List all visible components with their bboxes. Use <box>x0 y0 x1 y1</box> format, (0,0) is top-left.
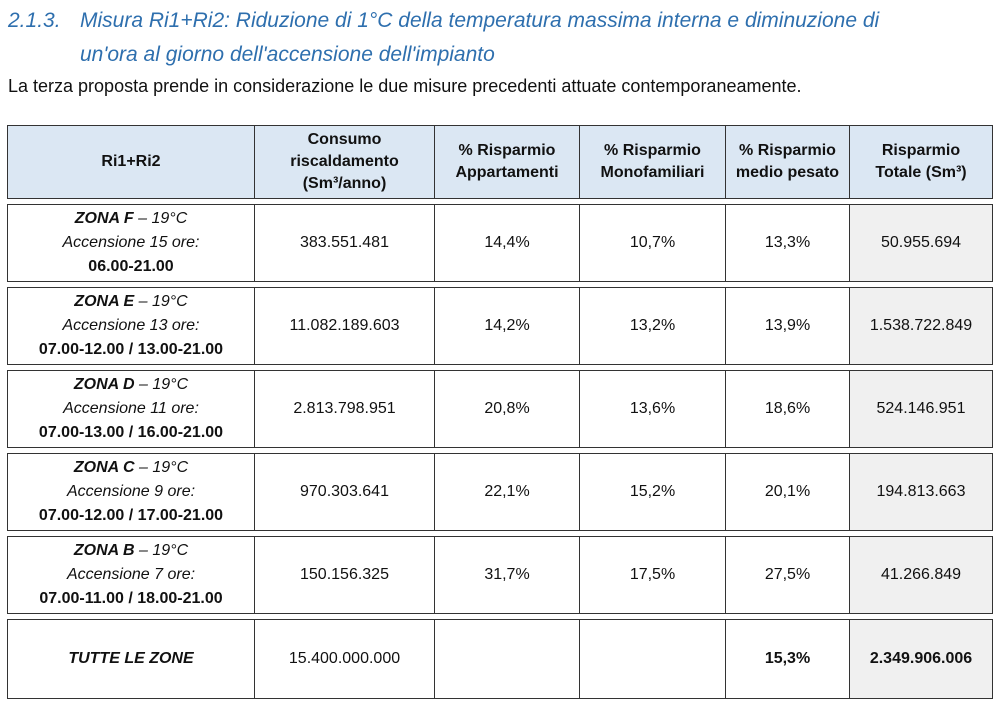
zone-cell: ZONA F – 19°C Accensione 15 ore: 06.00-21.00 <box>7 204 255 282</box>
consumo-cell: 11.082.189.603 <box>255 287 435 365</box>
totale-cell: 1.538.722.849 <box>850 287 993 365</box>
zone-cell: ZONA B – 19°C Accensione 7 ore: 07.00-11.00 / 18.00-21.00 <box>7 536 255 614</box>
total-totale-cell: 2.349.906.006 <box>850 619 993 699</box>
total-consumo-cell: 15.400.000.000 <box>255 619 435 699</box>
medio-cell: 18,6% <box>726 370 850 448</box>
total-mono-cell <box>580 619 726 699</box>
medio-cell: 20,1% <box>726 453 850 531</box>
header-risparmio-totale: Risparmio Totale (Sm³) <box>850 125 993 199</box>
header-risparmio-appartamenti: % Risparmio Appartamenti <box>435 125 580 199</box>
mono-cell: 13,2% <box>580 287 726 365</box>
totale-cell: 194.813.663 <box>850 453 993 531</box>
section-title-line2: un'ora al giorno dell'accensione dell'impianto <box>80 43 495 66</box>
app-cell: 20,8% <box>435 370 580 448</box>
zone-cell: ZONA D – 19°C Accensione 11 ore: 07.00-13.00 / 16.00-21.00 <box>7 370 255 448</box>
total-medio-cell: 15,3% <box>726 619 850 699</box>
app-cell: 31,7% <box>435 536 580 614</box>
total-label-cell: TUTTE LE ZONE <box>7 619 255 699</box>
table-row <box>7 370 993 448</box>
consumo-cell: 2.813.798.951 <box>255 370 435 448</box>
medio-cell: 13,9% <box>726 287 850 365</box>
consumo-cell: 383.551.481 <box>255 204 435 282</box>
intro-paragraph: La terza proposta prende in considerazione le due misure precedenti attuate contemporaneamente. <box>8 76 802 96</box>
section-heading <box>8 4 993 72</box>
totale-cell: 41.266.849 <box>850 536 993 614</box>
total-app-cell <box>435 619 580 699</box>
header-consumo: Consumo riscaldamento (Sm³/anno) <box>255 125 435 199</box>
header-risparmio-medio: % Risparmio medio pesato <box>726 125 850 199</box>
table-row <box>7 204 993 282</box>
consumo-cell: 970.303.641 <box>255 453 435 531</box>
savings-table <box>7 120 993 704</box>
totale-cell: 50.955.694 <box>850 204 993 282</box>
header-risparmio-monofamiliari: % Risparmio Monofamiliari <box>580 125 726 199</box>
medio-cell: 27,5% <box>726 536 850 614</box>
medio-cell: 13,3% <box>726 204 850 282</box>
totale-cell: 524.146.951 <box>850 370 993 448</box>
section-number: 2.1.3. <box>8 9 61 32</box>
zone-cell: ZONA C – 19°C Accensione 9 ore: 07.00-12.00 / 17.00-21.00 <box>7 453 255 531</box>
header-ri1ri2: Ri1+Ri2 <box>7 125 255 199</box>
mono-cell: 17,5% <box>580 536 726 614</box>
app-cell: 22,1% <box>435 453 580 531</box>
consumo-cell: 150.156.325 <box>255 536 435 614</box>
mono-cell: 10,7% <box>580 204 726 282</box>
table-row <box>7 536 993 614</box>
app-cell: 14,2% <box>435 287 580 365</box>
app-cell: 14,4% <box>435 204 580 282</box>
table-row <box>7 287 993 365</box>
mono-cell: 15,2% <box>580 453 726 531</box>
total-row <box>7 619 993 699</box>
mono-cell: 13,6% <box>580 370 726 448</box>
section-title-line1: Misura Ri1+Ri2: Riduzione di 1°C della temperatura massima interna e diminuzione di <box>80 9 880 32</box>
zone-cell: ZONA E – 19°C Accensione 13 ore: 07.00-12.00 / 13.00-21.00 <box>7 287 255 365</box>
table-row <box>7 453 993 531</box>
table-header-row <box>7 125 993 199</box>
